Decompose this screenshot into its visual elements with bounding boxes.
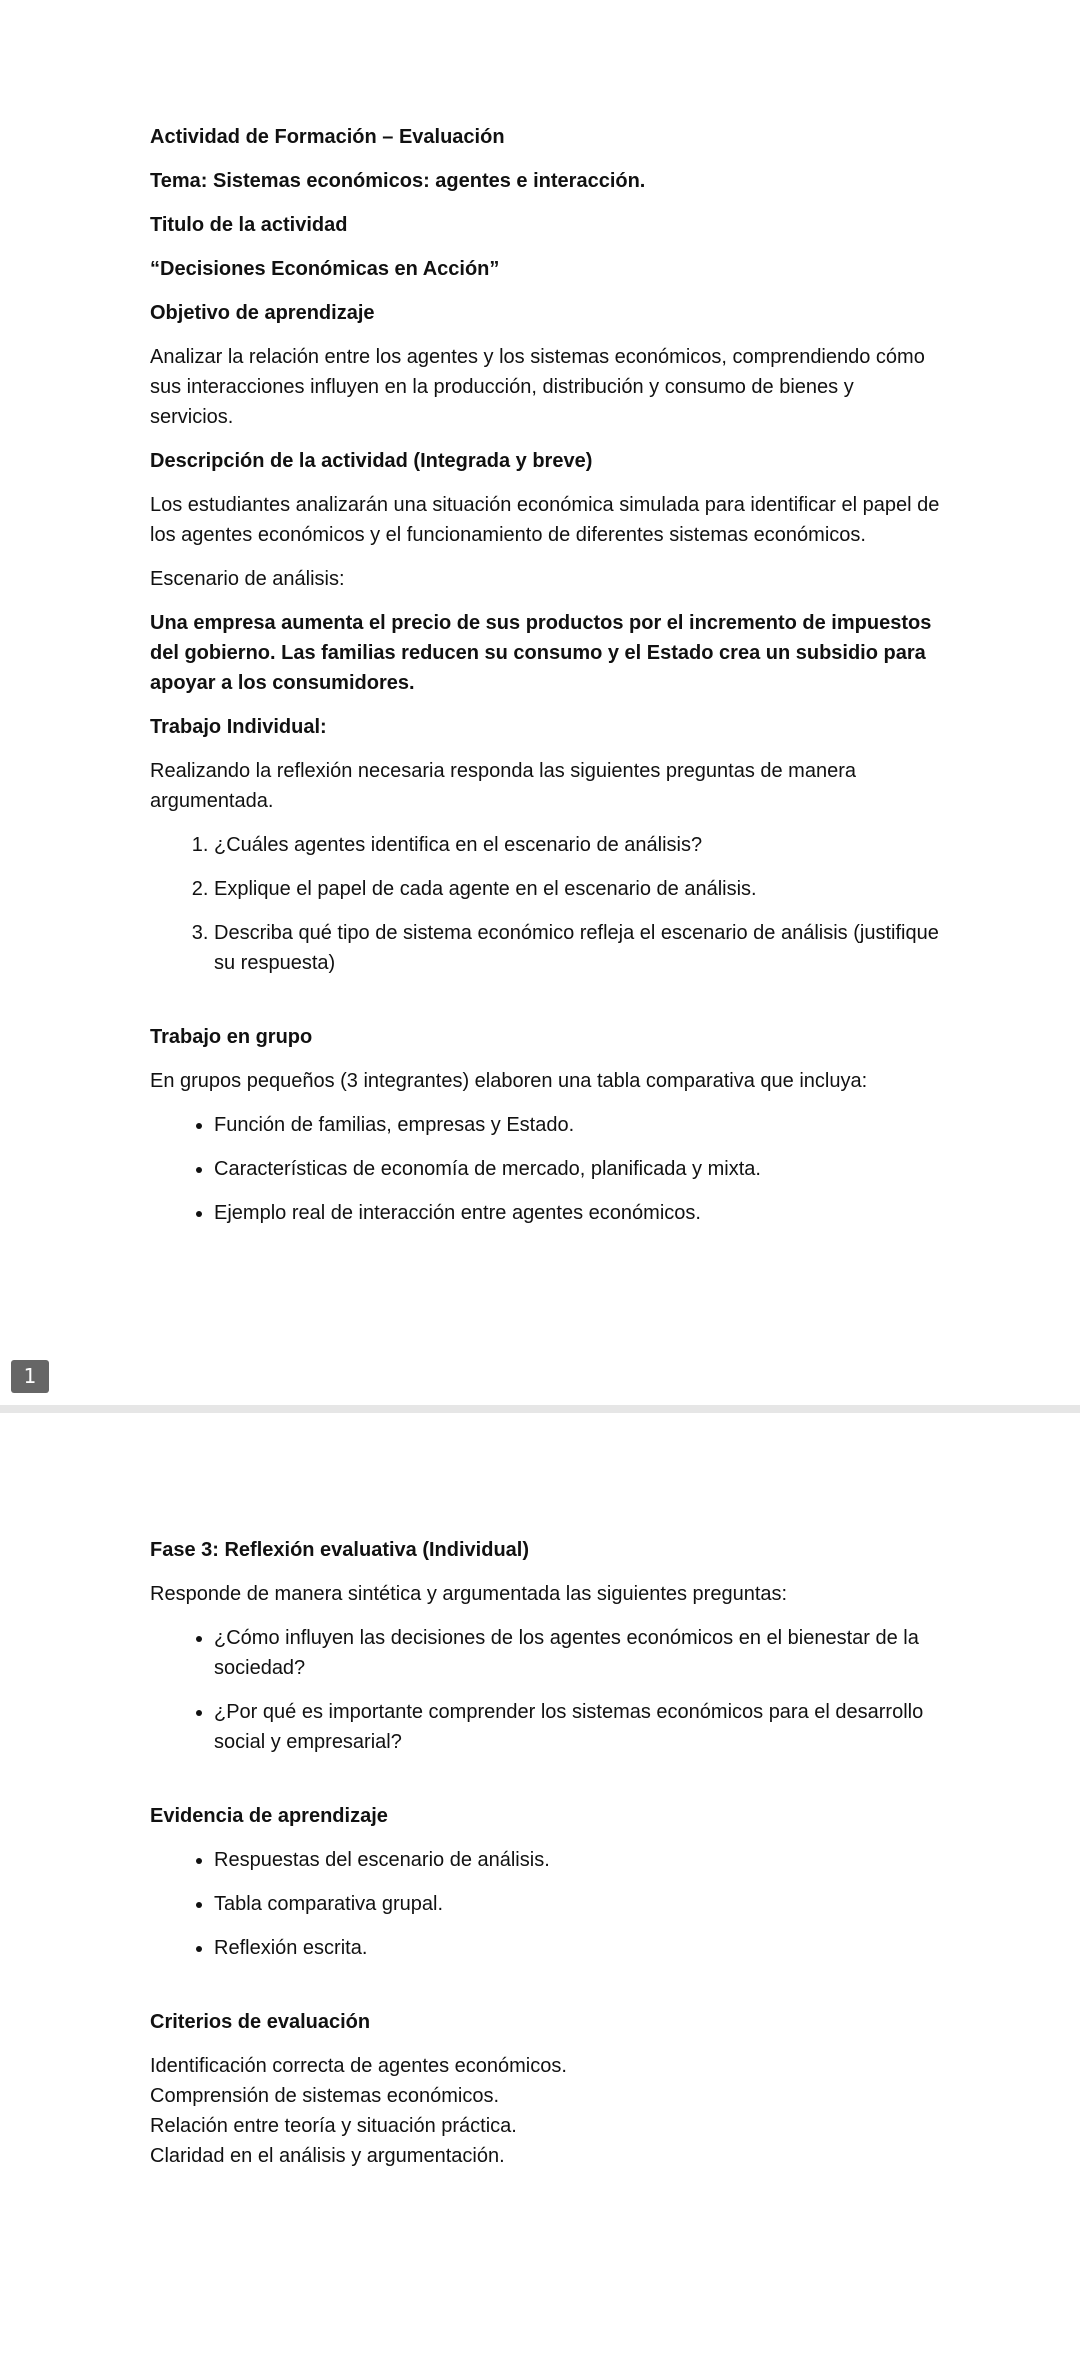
- individual-work-label: Trabajo Individual:: [150, 716, 327, 738]
- activity-heading: Actividad de Formación – Evaluación: [150, 126, 505, 148]
- page-1-content: [150, 122, 940, 1242]
- evidence-label: Evidencia de aprendizaje: [150, 1805, 388, 1827]
- page-2-content: [150, 1535, 940, 2171]
- list-item: • Ejemplo real de interacción entre agentes económicos.: [214, 1198, 940, 1228]
- description-text: Los estudiantes analizarán una situación económica simulada para identificar el papel de los agentes económicos y el funcionamiento de diferentes sistemas económicos.: [150, 494, 940, 546]
- list-item: • ¿Cómo influyen las decisiones de los agentes económicos en el bienestar de la sociedad?: [214, 1623, 940, 1683]
- document-page-2: [0, 1413, 1080, 2359]
- topic-line: Tema: Sistemas económicos: agentes e interacción.: [150, 170, 646, 192]
- individual-work-intro: Realizando la reflexión necesaria responda las siguientes preguntas de manera argumentada.: [150, 760, 856, 812]
- criteria-lines: [150, 2051, 940, 2171]
- criteria-line: Claridad en el análisis y argumentación.: [150, 2145, 505, 2167]
- list-item: • ¿Por qué es importante comprender los sistemas económicos para el desarrollo social y empresarial?: [214, 1697, 940, 1757]
- list-item: 3. Describa qué tipo de sistema económico refleja el escenario de análisis (justifique su respuesta): [214, 918, 940, 978]
- list-item: • Función de familias, empresas y Estado.: [214, 1110, 940, 1140]
- objective-label: Objetivo de aprendizaje: [150, 302, 375, 324]
- list-item: 2. Explique el papel de cada agente en el escenario de análisis.: [214, 874, 940, 904]
- page-number-badge: 1: [11, 1360, 49, 1393]
- list-item: 1. ¿Cuáles agentes identifica en el escenario de análisis?: [214, 830, 940, 860]
- phase-3-questions-list: [150, 1623, 940, 1757]
- phase-3-label: Fase 3: Reflexión evaluativa (Individual): [150, 1539, 530, 1561]
- page-separator: [0, 1405, 1080, 1413]
- spacer: [150, 1977, 940, 2007]
- scenario-label: Escenario de análisis:: [150, 568, 345, 590]
- objective-text: Analizar la relación entre los agentes y los sistemas económicos, comprendiendo cómo sus interacciones influyen en la producción, distribución y consumo de bienes y servicios.: [150, 346, 925, 428]
- group-work-label: Trabajo en grupo: [150, 1026, 313, 1048]
- criteria-line: Comprensión de sistemas económicos.: [150, 2085, 500, 2107]
- group-work-intro: En grupos pequeños (3 integrantes) elaboren una tabla comparativa que incluya:: [150, 1070, 868, 1092]
- phase-3-intro: Responde de manera sintética y argumentada las siguientes preguntas:: [150, 1583, 788, 1605]
- criteria-line: Relación entre teoría y situación práctica.: [150, 2115, 517, 2137]
- spacer: [150, 1771, 940, 1801]
- list-item: • Tabla comparativa grupal.: [214, 1889, 940, 1919]
- list-item: • Respuestas del escenario de análisis.: [214, 1845, 940, 1875]
- criteria-line: Identificación correcta de agentes económicos.: [150, 2055, 567, 2077]
- activity-title: “Decisiones Económicas en Acción”: [150, 258, 500, 280]
- list-item: • Características de economía de mercado, planificada y mixta.: [214, 1154, 940, 1184]
- group-items-list: [150, 1110, 940, 1228]
- criteria-label: Criterios de evaluación: [150, 2011, 371, 2033]
- list-item: • Reflexión escrita.: [214, 1933, 940, 1963]
- individual-questions-list: [150, 830, 940, 978]
- spacer: [150, 992, 940, 1022]
- title-label: Titulo de la actividad: [150, 214, 348, 236]
- description-label: Descripción de la actividad (Integrada y breve): [150, 450, 593, 472]
- evidence-list: [150, 1845, 940, 1963]
- scenario-text: Una empresa aumenta el precio de sus productos por el incremento de impuestos del gobierno. Las familias reducen su consumo y el Estado crea un subsidio para apoyar a los consumidores.: [150, 612, 932, 694]
